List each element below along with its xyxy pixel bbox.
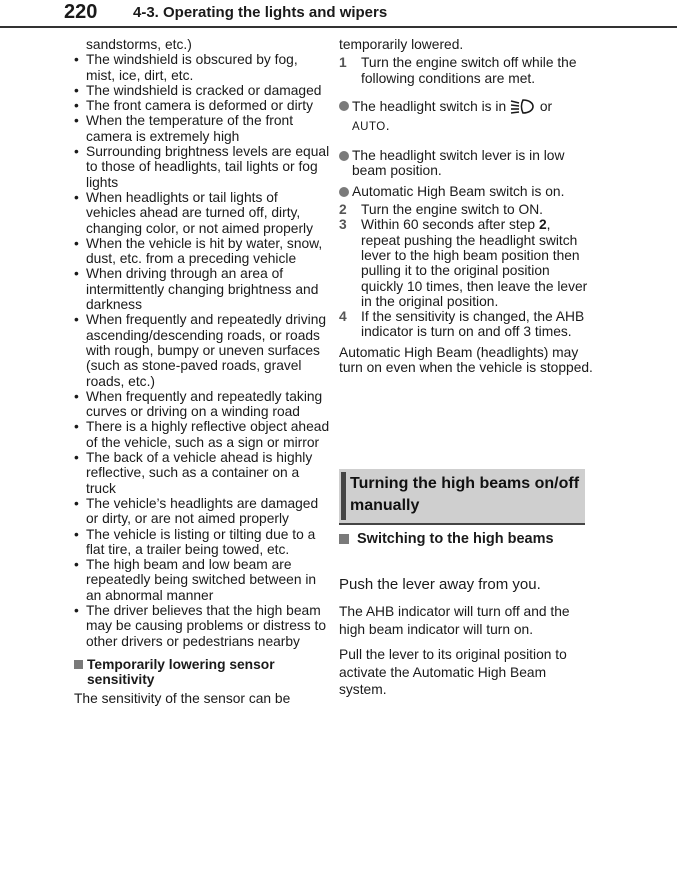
list-item: • The windshield is obscured by fog, mist, ice, dirt, etc. — [74, 52, 330, 83]
circle-bullet-icon — [339, 187, 349, 197]
list-item: • The back of a vehicle ahead is highly reflective, such as a container on a truck — [74, 450, 330, 496]
list-item: • There is a highly reflective object ahead of the vehicle, such as a sign or mirror — [74, 419, 330, 450]
list-item: • When frequently and repeatedly taking curves or driving on a winding road — [74, 389, 330, 420]
list-item: • The driver believes that the high beam may be causing problems or distress to other drivers or pedestrians nearby — [74, 603, 330, 649]
header-divider — [0, 26, 677, 28]
step-3: 3 Within 60 seconds after step 2, repeat pushing the headlight switch lever to the high beam position then pulling it to the original position quickly 10 times, then leave the lever in the original position. — [339, 217, 588, 309]
intro-text: temporarily lowered. — [339, 37, 464, 52]
section-bar — [341, 472, 346, 520]
circle-bullet-icon — [339, 101, 349, 111]
sensitivity-text: The sensitivity of the sensor can be — [74, 691, 291, 707]
headlight-icon — [510, 98, 536, 115]
square-bullet-icon — [339, 534, 349, 544]
high-beam-heading: Switching to the high beams — [339, 529, 589, 549]
steps-list-a — [339, 55, 593, 86]
sensitivity-heading: Temporarily lowering sensor sensitivity — [74, 657, 330, 688]
step-4: 4 If the sensitivity is changed, the AHB indicator is turn on and off 3 times. — [339, 309, 585, 340]
auto-label: AUTO — [352, 120, 386, 133]
page-number: 220 — [64, 1, 98, 23]
list-item: • The front camera is deformed or dirty — [74, 98, 330, 113]
square-bullet-icon — [74, 660, 83, 669]
list-item: • When the vehicle is hit by water, snow, dust, etc. from a preceding vehicle — [74, 236, 330, 267]
step-1: 1 Turn the engine switch off while the following conditions are met. — [339, 55, 577, 86]
push-text: Push the lever away from you. — [339, 576, 541, 593]
list-item: • When frequently and repeatedly driving ascending/descending roads, or roads with rough, bumpy or uneven surfaces (such as stone-paved roads, gravel roads, etc.) — [74, 312, 330, 388]
steps-list-b — [339, 202, 593, 340]
chapter-title: 4-3. Operating the lights and wipers — [133, 4, 388, 21]
ahb-note: Automatic High Beam (headlights) may turn on even when the vehicle is stopped. — [339, 344, 593, 376]
pull-text: Pull the lever to its original position to activate the Automatic High Beam system. — [339, 647, 567, 697]
condition-ahb-on: Automatic High Beam switch is on. — [339, 184, 593, 199]
list-item: • The vehicle is listing or tilting due to a flat tire, a trailer being towed, etc. — [74, 527, 330, 558]
section-title-box — [339, 469, 585, 525]
step-2: 2 Turn the engine switch to ON. — [339, 202, 544, 218]
list-item: • When the temperature of the front camera is extremely high — [74, 113, 330, 144]
right-column — [339, 37, 593, 375]
list-item: • When driving through an area of intermittently changing brightness and darkness — [74, 266, 330, 312]
list-item: • Surrounding brightness levels are equal to those of headlights, tail lights or fog lights — [74, 144, 330, 190]
list-item: • When headlights or tail lights of vehicles ahead are turned off, dirty, changing color, or not aimed properly — [74, 190, 330, 236]
condition-list — [74, 37, 330, 649]
condition-headlight-switch: The headlight switch is in or AUTO. — [339, 98, 593, 135]
list-item: • The vehicle’s headlights are damaged or dirty, or are not aimed properly — [74, 496, 330, 527]
condition-low-beam: The headlight switch lever is in low beam position. — [339, 148, 593, 179]
list-item: sandstorms, etc.) — [86, 37, 192, 52]
indicator-text: The AHB indicator will turn off and the high beam indicator will turn on. — [339, 604, 570, 637]
page-header — [0, 0, 677, 30]
left-column — [74, 37, 330, 707]
circle-bullet-icon — [339, 151, 349, 161]
section-title: Turning the high beams on/off manually — [350, 475, 580, 514]
list-item: • The high beam and low beam are repeatedly being switched between in an abnormal manner — [74, 557, 330, 603]
list-item: • The windshield is cracked or damaged — [74, 83, 330, 98]
